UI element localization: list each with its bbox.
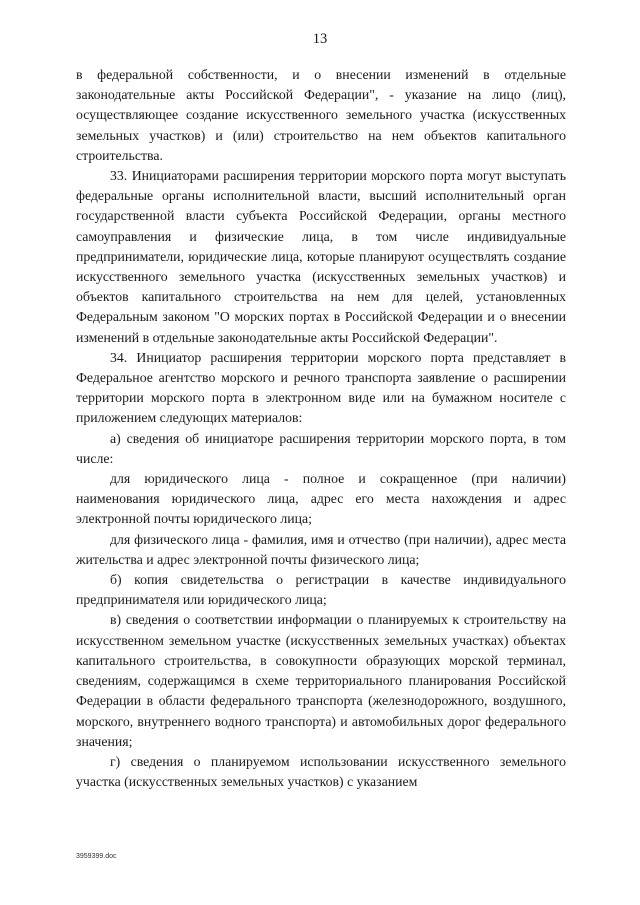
item-g: г) сведения о планируемом использовании искусственного земельного участка (искусственных земельных участков) с указанием [76,753,566,790]
paragraph-continuation: в федеральной собственности, и о внесении изменений в отдельные законодательные акты Российской Федерации", - указание на лицо (лиц), осуществляющее создание искусственного земельного участка (искусственных земельных участков) и (или) строительство на нем объектов капитального строительства. [76,67,566,163]
document-body [76,65,566,792]
page-number: 13 [312,31,328,47]
item-b: б) копия свидетельства о регистрации в качестве индивидуального предпринимателя или юридического лица; [76,572,566,608]
paragraph-33: 33. Инициаторами расширения территории морского порта могут выступать федеральные органы исполнительной власти, высший исполнительный орган государственной власти субъекта Российской Федерации, органы местного самоуправления и физические лица, в том числе индивидуальные предприниматели, юридические лица, которые планируют осуществлять создание искусственного земельного участка (искусственных земельных участков) и объектов капитального строительства на нем для целей, установленных Федеральным законом "О морских портах в Российской Федерации и о внесении изменений в отдельные законодательные акты Российской Федерации". [76,168,566,345]
paragraph-34: 34. Инициатор расширения территории морского порта представляет в Федеральное агентство морского и речного транспорта заявление о расширении территории морского порта в электронном виде или на бумажном носителе с приложением следующих материалов: [76,349,566,426]
item-a-legal-entity: для юридического лица - полное и сокращенное (при наличии) наименования юридического лица, адрес его места нахождения и адрес электронной почты юридического лица; [76,471,566,527]
item-v: в) сведения о соответствии информации о планируемых к строительству на искусственном земельном участке (искусственных земельных участках) объектах капитального строительства, в совокупности образующих морской терминал, сведениям, содержащимся в схеме территориального планирования Российской Федерации в области федерального транспорта (железнодорожного, воздушного, морского, внутреннего водного транспорта) и автомобильных дорог федерального значения; [76,612,566,749]
document-id: 3959399.doc [76,853,117,860]
item-a: а) сведения об инициаторе расширения территории морского порта, в том числе: [76,430,566,466]
item-a-individual: для физического лица - фамилия, имя и отчество (при наличии), адрес места жительства и адрес электронной почты физического лица; [76,531,566,567]
